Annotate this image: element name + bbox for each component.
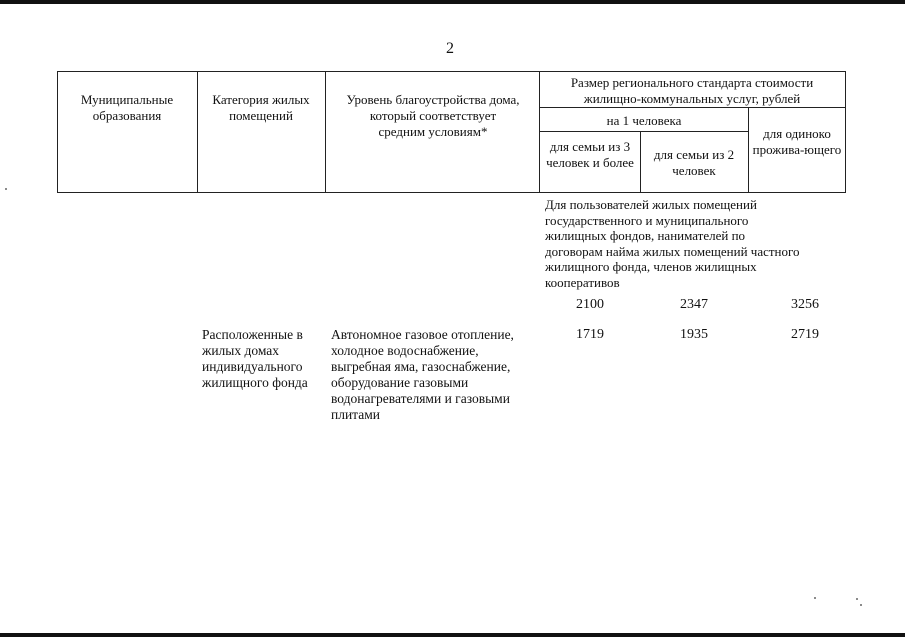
page-number: 2 — [446, 40, 454, 57]
header-top-line — [57, 71, 845, 72]
header-line-standard — [539, 107, 845, 108]
section-title: Для пользователей жилых помещений государственного и муниципального жилищных фондов, нанимателей по договорам найма жилых помещений частного жилищного фонда, членов жилищных кооперативов — [545, 197, 800, 290]
header-line-per-person — [539, 131, 748, 132]
header-vline-3 — [539, 71, 540, 193]
header-category: Категория жилых помещений — [212, 92, 310, 123]
total-family2: 2347 — [680, 297, 708, 312]
total-family3: 2100 — [576, 297, 604, 312]
header-vline-right — [845, 71, 846, 193]
top-border — [0, 0, 905, 4]
scan-speck — [860, 604, 862, 606]
header-family2: для семьи из 2 человек — [653, 147, 735, 178]
header-bottom-line — [57, 192, 845, 193]
row-category: Расположенные в жилых домах индивидуального жилищного фонда — [202, 327, 308, 390]
header-single: для одиноко прожива-ющего — [752, 126, 842, 157]
bottom-border — [0, 633, 905, 637]
header-municipal: Муниципальные образования — [80, 92, 174, 123]
row-family3: 1719 — [576, 327, 604, 342]
total-single: 3256 — [791, 297, 819, 312]
scan-speck — [856, 598, 858, 600]
header-vline-2 — [325, 71, 326, 193]
header-vline-1 — [197, 71, 198, 193]
header-vline-left — [57, 71, 58, 193]
header-level: Уровень благоустройства дома, который соответствует средним условиям* — [346, 92, 520, 139]
header-vline-5 — [748, 107, 749, 193]
header-family3: для семьи из 3 человек и более — [546, 139, 634, 170]
row-family2: 1935 — [680, 327, 708, 342]
row-single: 2719 — [791, 327, 819, 342]
header-standard: Размер регионального стандарта стоимости жилищно-коммунальных услуг, рублей — [570, 75, 814, 106]
header-per-person: на 1 человека — [606, 113, 682, 128]
scan-speck — [814, 597, 816, 599]
header-vline-4 — [640, 131, 641, 193]
row-level: Автономное газовое отопление, холодное водоснабжение, выгребная яма, газоснабжение, оборудование газовыми водонагревателями и газовыми плитами — [331, 327, 514, 422]
scan-speck — [5, 188, 7, 190]
